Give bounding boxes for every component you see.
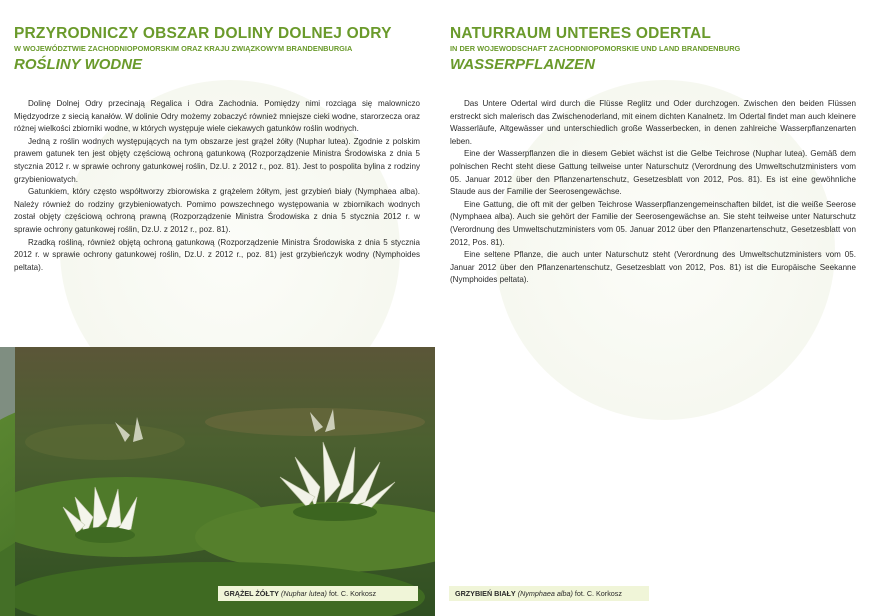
section-heading-de: WASSERPFLANZEN xyxy=(450,56,596,73)
right-page xyxy=(435,0,870,616)
section-heading-pl: ROŚLINY WODNE xyxy=(14,56,143,73)
caption-credit: fot. C. Korkosz xyxy=(328,589,377,598)
photo-white-water-lily xyxy=(15,347,435,616)
caption-credit: fot. C. Korkosz xyxy=(574,589,622,598)
body-text-de xyxy=(450,98,856,287)
paragraph: Rzadką rośliną, również objętą ochroną gatunkową (Rozporządzenie Ministra Środowiska z dnia 5 stycznia 2012 r. w sprawie ochrony gatunkowej roślin, Dz.U. z 2012 r., poz. 81) jest grzybieńczyk wodny (Nymphoides peltata). xyxy=(14,237,420,272)
paragraph: Eine der Wasserpflanzen die in diesem Gebiet wächst ist die Gelbe Teichrose (Nuphar lutea). Gemäß dem polnischen Recht steht diese Gattung teilweise unter Naturschutz (Verordnung des Umweltschutzministers vom 05. Januar 2012 über den Pflanzenartenschutz, Gesetzesblatt von 2012, Pos. 81). Es ist eine gewöhnliche Staude aus der Familie der Seerosengewächse. xyxy=(450,149,856,197)
body-text-pl xyxy=(14,98,420,274)
paragraph: Dolinę Dolnej Odry przecinają Regalica i Odra Zachodnia. Pomiędzy nimi rozciąga się malowniczo Międzyodrze z siecią kanałów. W dolinie Odry możemy zobaczyć również mniejsze cieki wodne, starorzecza oraz różnej wielkości zbiorniki wodne, w których występuje wiele ciekawych gatunków roślin wodnych. xyxy=(14,99,420,134)
caption-species-name: GRĄŻEL ŻÓŁTY xyxy=(224,589,279,598)
paragraph: Gatunkiem, który często współtworzy zbiorowiska z grążelem żółtym, jest grzybień biały (Nymphaea alba). Należy również do rodziny grzybieniowatych. Pomimo powszechnego występowania w zbiornikach wodnych został objęty częściową ochroną prawną (Rozporządzenie Ministra Środowiska z dnia 5 stycznia 2012 r. w sprawie ochrony gatunkowej roślin, Dz.U. z 2012 r., poz. 81). xyxy=(14,187,420,234)
page-subtitle-de: IN DER WOJEWODSCHAFT ZACHODNIOPOMORSKIE UND LAND BRANDENBURG xyxy=(450,44,741,53)
paragraph: Eine seltene Pflanze, die auch unter Naturschutz steht (Verordnung des Umweltschutzministers vom 05. Januar 2012 über den Pflanzenartenschutz, Gesetzesblatt von 2012, Pos. 81) ist die Europäische Seekanne (Nymphoides peltata). xyxy=(450,250,856,285)
caption-latin-name: (Nuphar lutea) xyxy=(280,589,327,598)
paragraph: Jedną z roślin wodnych występujących na tym obszarze jest grążel żółty (Nuphar lutea). Zgodnie z polskim prawem gatunek ten jest objęty częściową ochroną gatunkową (Rozporządzenie Ministra Środowiska z dnia 5 stycznia 2012 r. w sprawie ochrony gatunkowej roślin, Dz.U. z 2012 r., poz. 81). Jest to pospolita bylina z rodziny grzybieniowatych. xyxy=(14,136,420,184)
paragraph: Eine Gattung, die oft mit der gelben Teichrose Wasserpflanzengemeinschaften bildet, ist die weiße Seerose (Nymphaea alba). Auch sie gehört der Familie der Seerosengewächse an. Sie steht teilweise unter Naturschutz (Verordnung des Umweltschutzministers vom 05. Januar 2012 über den Pflanzenartenschutz, Gesetzesblatt von 2012, Pos. 81). xyxy=(450,199,856,247)
page-title-de: NATURRAUM UNTERES ODERTAL xyxy=(450,25,712,42)
paragraph: Das Untere Odertal wird durch die Flüsse Reglitz und Oder durchzogen. Zwischen den beiden Flüssen erstreckt sich malerisch das Zwischenoderland, mit einem dichten Kanalnetz. Im Odertal findet man auch kleinere Wasserläufe, Altgewässer und unterschiedlich große Wasserbecken, in denen zahlreiche Wasserpflanzenarten leben. xyxy=(450,99,856,146)
page-subtitle-pl: W WOJEWÓDZTWIE ZACHODNIOPOMORSKIM ORAZ KRAJU ZWIĄZKOWYM BRANDENBURGIA xyxy=(14,44,353,53)
page-title-pl: PRZYRODNICZY OBSZAR DOLINY DOLNEJ ODRY xyxy=(14,25,392,42)
white-water-lily-illustration xyxy=(15,347,435,616)
photo-caption-left xyxy=(218,586,418,601)
caption-species-name: GRZYBIEŃ BIAŁY xyxy=(455,589,516,598)
caption-latin-name: (Nymphaea alba) xyxy=(517,589,573,598)
photo-caption-right xyxy=(449,586,649,601)
